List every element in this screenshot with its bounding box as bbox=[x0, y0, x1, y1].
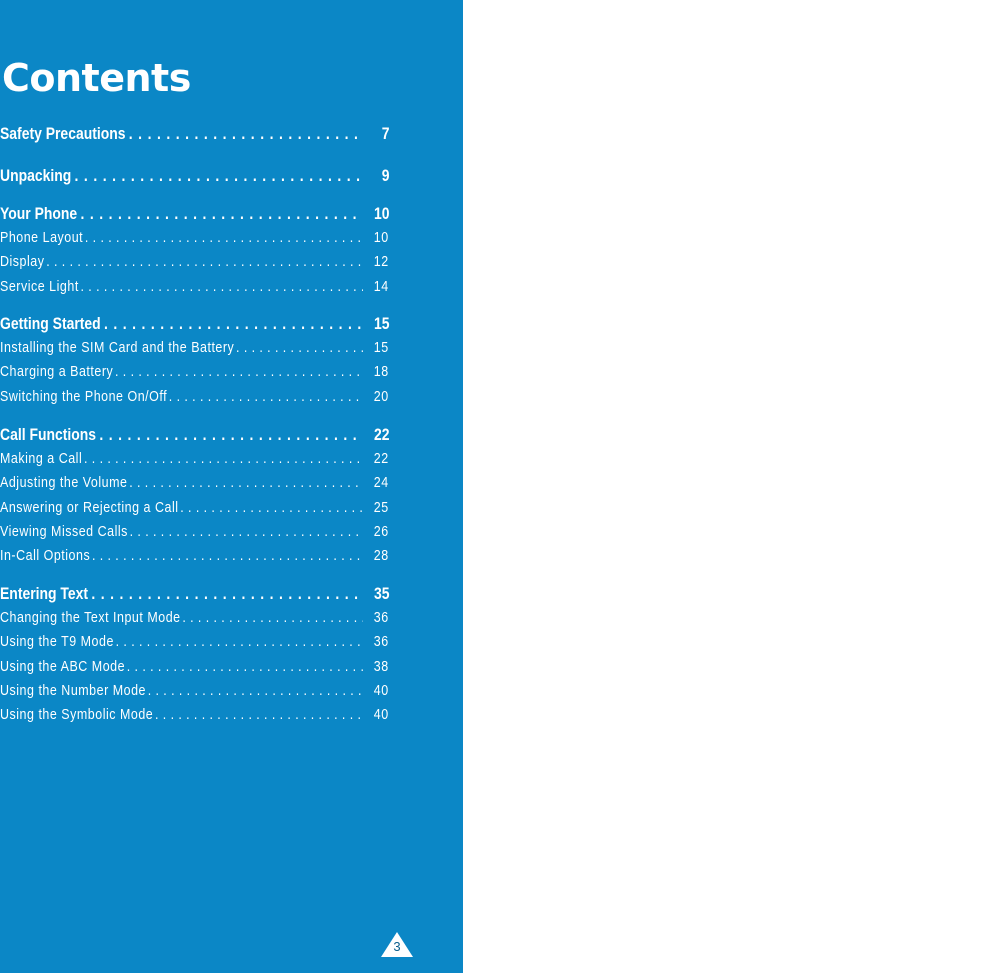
toc-item-label: Installing the SIM Card and the Battery bbox=[0, 340, 235, 356]
toc-item-label: Service Light bbox=[0, 278, 79, 295]
toc-item[interactable] bbox=[0, 548, 389, 564]
toc-section[interactable] bbox=[0, 166, 390, 186]
toc-item-page: 15 bbox=[373, 340, 389, 356]
toc-leader bbox=[179, 500, 363, 516]
toc-leader bbox=[113, 364, 363, 380]
toc-leader bbox=[128, 524, 363, 540]
toc-section-page: 22 bbox=[373, 425, 390, 444]
toc-item[interactable] bbox=[0, 500, 389, 516]
toc-section-title: Your Phone bbox=[0, 204, 78, 223]
toc-item[interactable] bbox=[0, 451, 389, 467]
toc-leader bbox=[45, 254, 363, 270]
page-title: Contents bbox=[2, 56, 191, 100]
toc-item[interactable] bbox=[0, 634, 389, 650]
toc-item[interactable] bbox=[0, 389, 389, 405]
toc-item-label: Changing the Text Input Mode bbox=[0, 610, 181, 626]
toc-section[interactable] bbox=[0, 584, 390, 604]
toc-section-title: Getting Started bbox=[0, 314, 101, 333]
toc-section-title: Entering Text bbox=[0, 584, 89, 603]
toc-item[interactable] bbox=[0, 683, 389, 699]
page-number: 3 bbox=[393, 939, 401, 954]
toc-item-label: Using the ABC Mode bbox=[0, 658, 126, 675]
page-number-badge bbox=[380, 930, 414, 958]
toc-leader bbox=[167, 389, 363, 405]
toc-section-page: 10 bbox=[373, 204, 390, 223]
toc-item-page: 36 bbox=[373, 610, 389, 626]
toc-item-label: Adjusting the Volume bbox=[0, 475, 128, 492]
toc-item-label: Display bbox=[0, 254, 45, 271]
toc-item-label: Making a Call bbox=[0, 451, 83, 467]
toc-leader bbox=[79, 279, 363, 295]
toc-item-page: 14 bbox=[373, 278, 389, 295]
toc-item-page: 36 bbox=[373, 634, 389, 651]
toc-item-label: Using the Number Mode bbox=[0, 682, 146, 699]
toc-item-page: 10 bbox=[373, 230, 389, 246]
toc-item-page: 40 bbox=[373, 707, 389, 724]
toc-item-page: 24 bbox=[373, 475, 389, 492]
toc-leader bbox=[126, 124, 362, 144]
toc-item[interactable] bbox=[0, 659, 389, 675]
toc-section-title: Call Functions bbox=[0, 425, 97, 444]
toc-section-page: 15 bbox=[373, 314, 390, 333]
toc-item[interactable] bbox=[0, 524, 389, 540]
toc-section-page: 35 bbox=[373, 584, 390, 603]
toc-item-label: Using the Symbolic Mode bbox=[0, 707, 154, 724]
toc-leader bbox=[88, 584, 362, 604]
toc-section-page: 7 bbox=[381, 124, 390, 143]
toc-leader bbox=[153, 707, 363, 723]
toc-item[interactable] bbox=[0, 279, 389, 295]
toc-section-title: Safety Precautions bbox=[0, 124, 126, 143]
toc-section[interactable] bbox=[0, 124, 390, 144]
toc-item-page: 28 bbox=[373, 548, 389, 565]
toc-section[interactable] bbox=[0, 314, 390, 334]
toc-item[interactable] bbox=[0, 364, 389, 380]
toc-item[interactable] bbox=[0, 230, 389, 246]
toc-item-label: Switching the Phone On/Off bbox=[0, 388, 168, 405]
toc-item[interactable] bbox=[0, 340, 389, 356]
toc-item-label: In-Call Options bbox=[0, 548, 91, 565]
toc-leader bbox=[96, 425, 362, 445]
toc-leader bbox=[234, 340, 363, 356]
toc-section[interactable] bbox=[0, 204, 390, 224]
toc-leader bbox=[90, 548, 363, 564]
toc-item[interactable] bbox=[0, 610, 389, 626]
toc-item-page: 20 bbox=[373, 388, 389, 405]
toc-item[interactable] bbox=[0, 475, 389, 491]
toc-leader bbox=[114, 634, 363, 650]
toc-leader bbox=[127, 475, 362, 491]
toc-leader bbox=[146, 683, 363, 699]
toc-item[interactable] bbox=[0, 707, 389, 723]
toc-item-label: Answering or Rejecting a Call bbox=[0, 499, 179, 516]
toc-leader bbox=[181, 610, 363, 626]
toc-item[interactable] bbox=[0, 254, 389, 270]
toc-leader bbox=[77, 204, 361, 224]
toc-item-page: 40 bbox=[373, 682, 389, 699]
toc-leader bbox=[82, 451, 363, 467]
toc-item-page: 22 bbox=[373, 451, 389, 467]
toc-leader bbox=[71, 166, 361, 186]
toc-item-label: Phone Layout bbox=[0, 230, 84, 246]
toc-section[interactable] bbox=[0, 425, 390, 445]
toc-leader bbox=[125, 659, 363, 675]
toc-item-page: 25 bbox=[373, 499, 389, 516]
toc-section-page: 9 bbox=[381, 166, 390, 185]
toc-item-label: Viewing Missed Calls bbox=[0, 523, 128, 540]
toc-section-title: Unpacking bbox=[0, 166, 72, 185]
toc-item-label: Using the T9 Mode bbox=[0, 634, 114, 651]
toc-leader bbox=[101, 314, 362, 334]
toc-item-label: Charging a Battery bbox=[0, 364, 114, 381]
toc-item-page: 18 bbox=[373, 364, 389, 381]
toc-item-page: 26 bbox=[373, 523, 389, 540]
toc-item-page: 12 bbox=[373, 254, 389, 271]
toc-item-page: 38 bbox=[373, 658, 389, 675]
toc-leader bbox=[83, 230, 363, 246]
contents-panel bbox=[0, 0, 463, 973]
